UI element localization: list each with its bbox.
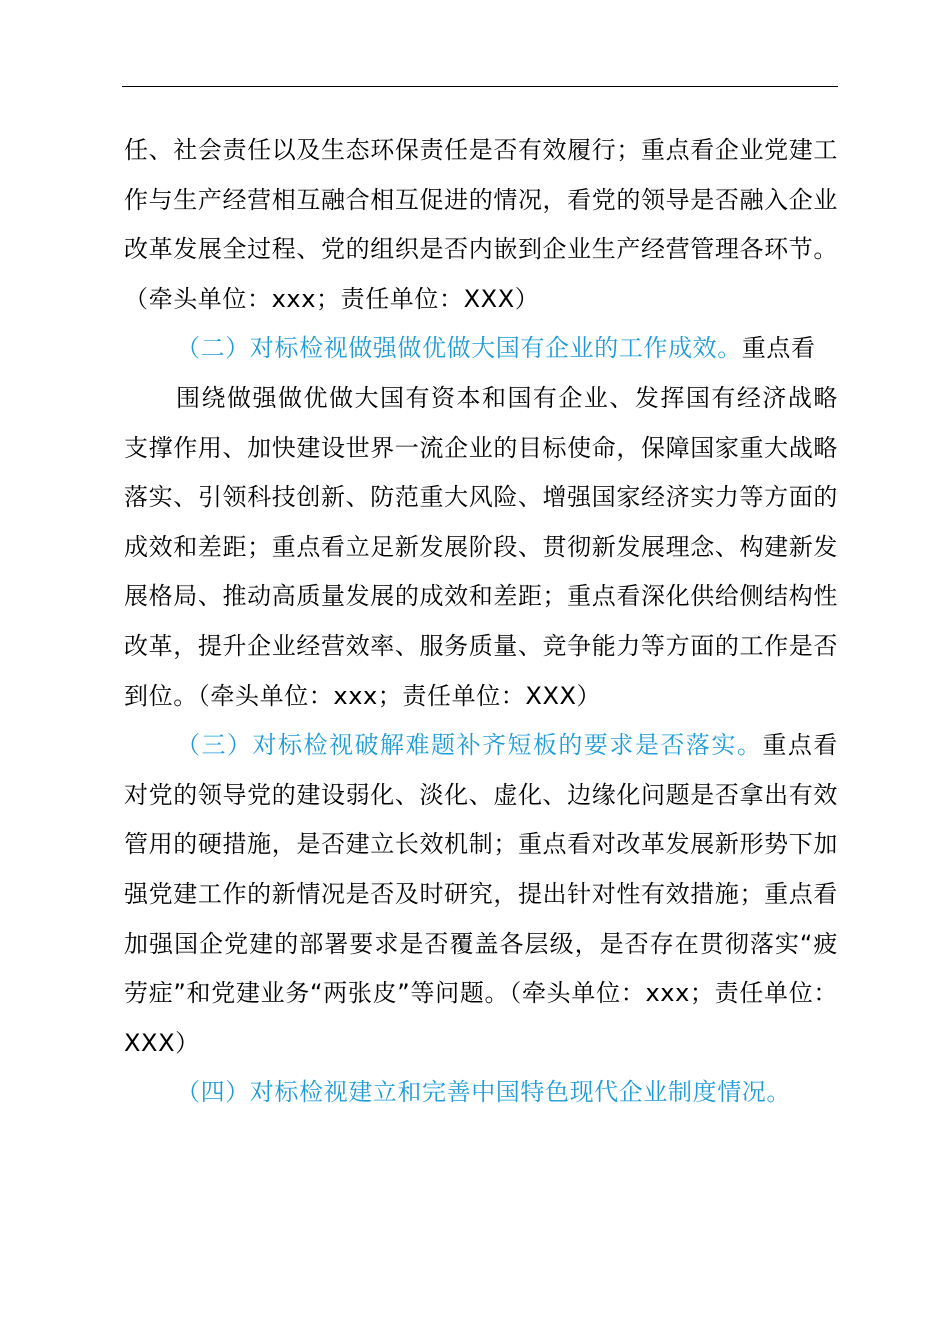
header-rule <box>122 86 838 87</box>
paragraph-text: 围绕做强做优做大国有资本和国有企业、发挥国有经济战略支撑作用、加快建设世界一流企业的目标使命，保障国家重大战略落实、引领科技创新、防范重大风险、增强国家经济实力等方面的成效和差距；重点看立足新发展阶段、贯彻新发展理念、构建新发展格局、推动高质量发展的成效和差距；重点看深化供给侧结构性改革，提升企业经营效率、服务质量、竞争能力等方面的工作是否到位。（牵头单位：xxx；责任单位：XXX） <box>124 383 838 710</box>
document-body <box>124 126 838 1118</box>
section-heading: （四）对标检视建立和完善中国特色现代企业制度情况。 <box>176 1078 791 1107</box>
section-4-heading-paragraph <box>124 1068 838 1118</box>
section-3-paragraph <box>124 721 838 1068</box>
paragraph-text: 任、社会责任以及生态环保责任是否有效履行；重点看企业党建工作与生产经营相互融合相互促进的情况，看党的领导是否融入企业改革发展全过程、党的组织是否内嵌到企业生产经营管理各环节。（牵头单位：xxx；责任单位：XXX） <box>124 136 838 313</box>
section-body: 重点看对党的领导党的建设弱化、淡化、虚化、边缘化问题是否拿出有效管用的硬措施，是否建立长效机制；重点看对改革发展新形势下加强党建工作的新情况是否及时研究，提出针对性有效措施；重点看加强国企党建的部署要求是否覆盖各层级，是否存在贯彻落实“疲劳症”和党建业务“两张皮”等问题。（牵头单位：xxx；责任单位：XXX） <box>124 731 838 1057</box>
section-2-heading-paragraph <box>124 324 838 374</box>
paragraph-responsibility-continued <box>124 126 838 324</box>
section-heading: （三）对标检视破解难题补齐短板的要求是否落实。 <box>176 731 763 760</box>
section-2-body-paragraph <box>124 374 838 721</box>
section-heading-tail: 重点看 <box>741 334 816 363</box>
section-heading: （二）对标检视做强做优做大国有企业的工作成效。 <box>176 334 742 363</box>
